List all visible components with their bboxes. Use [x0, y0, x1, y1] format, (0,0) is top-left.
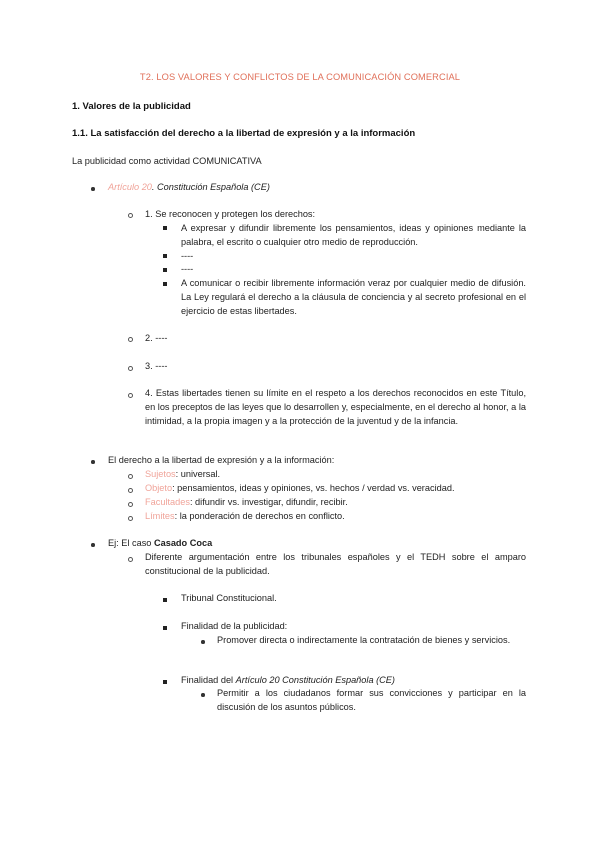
caso-fin2-prefix: Finalidad del: [181, 675, 236, 685]
point-3: 3. ----: [145, 361, 168, 371]
bullet-circle: [128, 474, 133, 479]
derecho-value: : la ponderación de derechos en conflicto.: [174, 511, 345, 521]
bullet-square: [163, 282, 167, 286]
bullet-disc: [91, 543, 95, 547]
bullet-circle: [128, 337, 133, 342]
heading-1-1: 1.1. La satisfacción del derecho a la libertad de expresión y a la información: [72, 128, 416, 139]
derecho-label: Facultades: [145, 497, 190, 507]
bullet-square: [163, 226, 167, 230]
article-20-link[interactable]: Artículo 20: [108, 182, 152, 192]
bullet-circle: [128, 213, 133, 218]
bullet-square: [163, 680, 167, 684]
caso-fin2: [181, 673, 395, 687]
caso-desc: Diferente argumentación entre los tribunales españoles y el TEDH sobre el amparo constitucional de la publicidad.: [145, 552, 526, 576]
derecho-value: : universal.: [175, 469, 221, 479]
derecho-label: Límites: [145, 511, 175, 521]
bullet-disc: [91, 460, 95, 464]
caso-prefix: Ej: El caso: [108, 538, 154, 548]
caso-fin1-item: Promover directa o indirectamente la contratación de bienes y servicios.: [217, 635, 511, 645]
bullet-disc: [201, 693, 205, 697]
bullet-square: [163, 626, 167, 630]
point-1-b: ----: [181, 251, 194, 261]
page-title: T2. LOS VALORES Y CONFLICTOS DE LA COMUNICACIÓN COMERCIAL: [139, 72, 461, 82]
caso-fin2-italic: Artículo 20 Constitución Española (CE): [235, 675, 395, 685]
bullet-circle: [128, 393, 133, 398]
bullet-circle: [128, 488, 133, 493]
derecho-heading: El derecho a la libertad de expresión y a la información:: [108, 455, 335, 465]
bullet-square: [163, 254, 167, 258]
point-1-d: A comunicar o recibir libremente información veraz por cualquier medio de difusión. La Ley regulará el derecho a la cláusula de conciencia y al secreto profesional en el ejercicio de estas libertades.: [181, 278, 526, 316]
section-subtitle: La publicidad como actividad COMUNICATIVA: [72, 156, 262, 166]
derecho-label: Sujetos: [145, 469, 176, 479]
bullet-circle: [128, 516, 133, 521]
caso-fin2-item: Permitir a los ciudadanos formar sus convicciones y participar en la discusión de los asuntos públicos.: [217, 688, 526, 712]
bullet-square: [163, 268, 167, 272]
bullet-square: [163, 598, 167, 602]
bullet-circle: [128, 502, 133, 507]
derecho-label: Objeto: [145, 483, 173, 493]
derecho-item-limites: [145, 509, 345, 523]
article-20-rest: . Constitución Española (CE): [151, 182, 270, 192]
point-1-c: ----: [181, 264, 194, 274]
caso-fin1: Finalidad de la publicidad:: [181, 621, 288, 631]
heading-1: 1. Valores de la publicidad: [72, 101, 191, 112]
bullet-circle: [128, 557, 133, 562]
bullet-circle: [128, 366, 133, 371]
caso-heading: [108, 536, 212, 550]
derecho-value: : difundir vs. investigar, difundir, recibir.: [189, 497, 348, 507]
caso-tc: Tribunal Constitucional.: [181, 593, 277, 603]
caso-name: Casado Coca: [153, 538, 213, 548]
derecho-item-facultades: [145, 495, 348, 509]
bullet-disc: [201, 640, 205, 644]
point-1-label: 1. Se reconocen y protegen los derechos:: [145, 209, 316, 219]
point-4: 4. Estas libertades tienen su límite en el respeto a los derechos reconocidos en este Título, en los preceptos de las leyes que lo desarrollen y, especialmente, en el derecho al honor, a la intimidad, a la propia imagen y a la protección de la juventud y de la infancia.: [145, 388, 526, 426]
point-2: 2. ----: [145, 333, 168, 343]
article-20-line: [108, 180, 270, 194]
bullet-disc: [91, 187, 95, 191]
point-1-a: A expresar y difundir libremente los pensamientos, ideas y opiniones mediante la palabra, el escrito o cualquier otro medio de reproducción.: [181, 223, 526, 247]
derecho-value: : pensamientos, ideas y opiniones, vs. hechos / verdad vs. veracidad.: [172, 483, 455, 493]
derecho-item-objeto: [145, 481, 455, 495]
derecho-item-sujetos: [145, 467, 220, 481]
